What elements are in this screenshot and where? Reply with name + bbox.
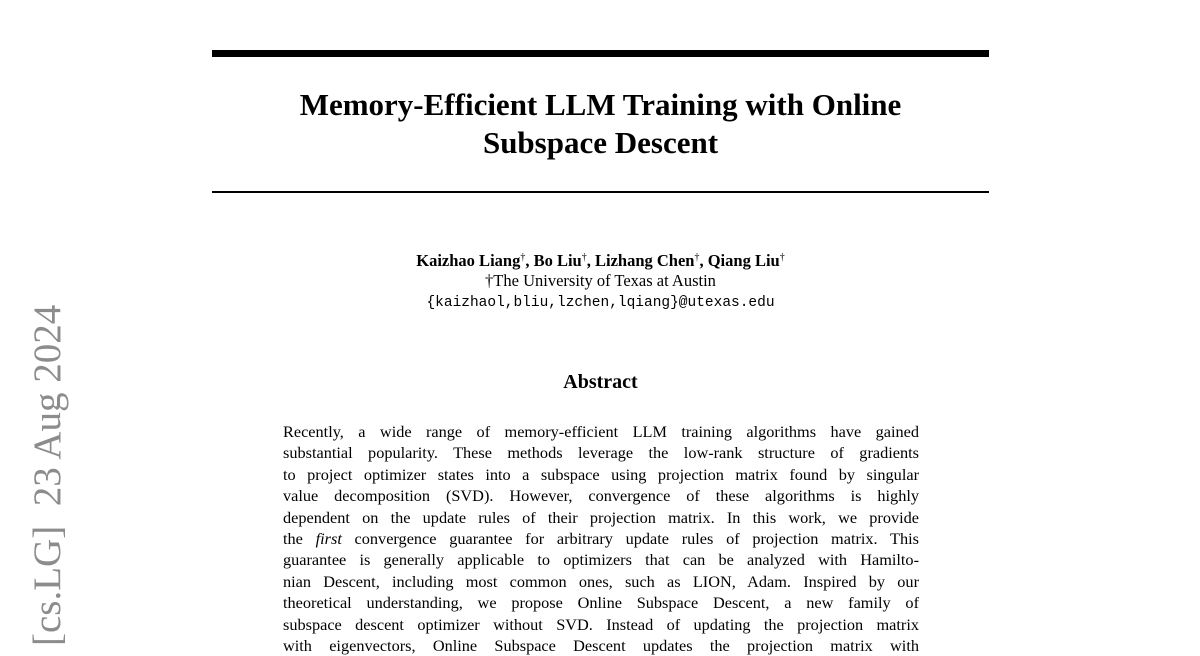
title-top-rule (212, 50, 989, 57)
abstract-line: Recently, a wide range of memory-efficient LLM training algorithms have gained (283, 422, 919, 441)
abstract-line: guarantee is generally applicable to optimizers that can be analyzed with Hamilto- (283, 550, 919, 570)
abstract-heading: Abstract (563, 371, 638, 393)
abstract-body (283, 421, 919, 656)
abstract-emphasis: first (315, 529, 342, 549)
abstract-line: dependent on the update rules of their projection matrix. In this work, we provide (283, 507, 919, 527)
author-name: Lizhang Chen (594, 251, 695, 270)
author-list: Kaizhao Liang†, Bo Liu†, Lizhang Chen†, Qiang Liu† (416, 251, 785, 270)
abstract-line: nian Descent, including most common ones, such as LION, Adam. Inspired by our (283, 571, 919, 591)
arxiv-stamp (28, 305, 67, 646)
author-name: Bo Liu (533, 251, 582, 270)
author-mark: † (520, 252, 526, 263)
abstract-line-emphasis (283, 528, 919, 549)
author-name: Qiang Liu (707, 251, 780, 270)
author-mark: † (694, 252, 700, 263)
arxiv-category: [cs.LG] (26, 525, 69, 646)
abstract-line-prefix: the (283, 529, 303, 549)
paper-title (212, 86, 989, 162)
abstract-line: to project optimizer states into a subspace using projection matrix found by singular (283, 464, 919, 484)
abstract-line: with eigenvectors, Online Subspace Descent updates the projection matrix with (283, 636, 919, 656)
abstract-line: substantial popularity. These methods leverage the low-rank structure of gradients (283, 443, 919, 463)
title-line-1: Memory-Efficient LLM Training with Online (299, 87, 902, 122)
affiliation: †The University of Texas at Austin (485, 271, 716, 290)
author-mark: † (779, 252, 785, 263)
abstract-line-rest: convergence guarantee for arbitrary update rules of projection matrix. This (354, 529, 919, 549)
title-bottom-rule (212, 191, 989, 193)
author-name: Kaizhao Liang (416, 251, 521, 270)
arxiv-date: 23 Aug 2024 (26, 304, 69, 507)
author-mark: † (581, 252, 587, 263)
abstract-line: theoretical understanding, we propose Online Subspace Descent, a new family of (283, 593, 919, 613)
author-emails: {kaizhaol,bliu,lzchen,lqiang}@utexas.edu (426, 295, 775, 311)
title-line-2: Subspace Descent (482, 125, 719, 160)
abstract-line: value decomposition (SVD). However, convergence of these algorithms is highly (283, 486, 919, 506)
abstract-line: subspace descent optimizer without SVD. Instead of updating the projection matrix (283, 614, 919, 634)
